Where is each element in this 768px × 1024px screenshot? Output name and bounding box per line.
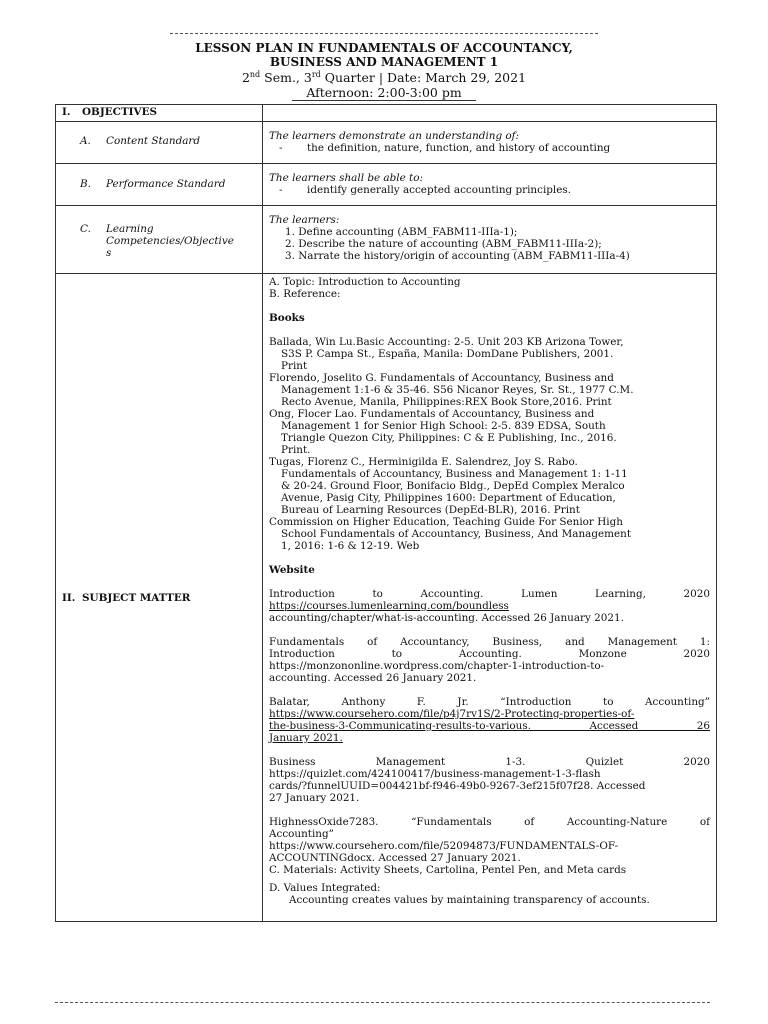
website-reference-line: the-business-3-Communicating-results-to-various. Accessed 26	[269, 720, 710, 732]
website-reference-line: Introduction to Accounting. Lumen Learning, 2020	[269, 588, 710, 600]
title-line-1: LESSON PLAN IN FUNDAMENTALS OF ACCOUNTANCY,	[195, 41, 573, 55]
content-standard-cell	[263, 122, 717, 164]
website-reference-line: https://www.coursehero.com/file/p4j7rv1S/2-Protecting-properties-of-	[269, 708, 635, 720]
book-reference-line: Recto Avenue, Manila, Philippines:REX Book Store,2016. Print	[281, 396, 612, 408]
website-reference-line: ACCOUNTINGdocx. Accessed 27 January 2021.	[269, 852, 521, 864]
performance-standard-intro: The learners shall be able to:	[269, 172, 423, 184]
book-reference-line: Management 1:1-6 & 35-46. S56 Nicanor Reyes, Sr. St., 1977 C.M.	[281, 384, 634, 396]
sem-text: Sem.,	[260, 70, 304, 85]
website-reference	[269, 696, 710, 744]
website-reference-line: January 2021.	[269, 732, 343, 744]
competency-item: 2. Describe the nature of accounting (ABM_FABM11-IIIa-2);	[285, 238, 602, 250]
objectives-heading-cell	[56, 105, 263, 122]
book-reference-line: Fundamentals of Accountancy, Business and Management 1: 1-11	[281, 468, 628, 480]
bullet-text: the definition, nature, function, and history of accounting	[307, 142, 611, 154]
label-line: Competencies/Objective	[106, 235, 234, 247]
book-reference-line: Avenue, Pasig City, Philippines 1600: Department of Education,	[281, 492, 616, 504]
bottom-divider	[55, 1002, 710, 1003]
book-reference	[269, 372, 710, 408]
document-header	[0, 41, 768, 101]
book-reference-line: Management 1 for Senior High School: 2-5. 839 EDSA, South	[281, 420, 606, 432]
books-list	[269, 336, 710, 552]
book-reference	[269, 336, 710, 372]
reference-line: B. Reference:	[269, 288, 341, 300]
materials-line: C. Materials: Activity Sheets, Cartolina, Pentel Pen, and Meta cards	[269, 864, 627, 876]
performance-standard-cell	[263, 164, 717, 206]
website-reference	[269, 636, 710, 684]
values-label: D. Values Integrated:	[269, 882, 381, 894]
book-reference-line: Triangle Quezon City, Philippines: C & E Publishing, Inc., 2016.	[281, 432, 617, 444]
book-reference	[269, 456, 710, 516]
competency-item: 3. Narrate the history/origin of accounting (ABM_FABM11-IIIa-4)	[285, 250, 630, 262]
website-reference-line: https://courses.lumenlearning.com/boundless	[269, 600, 509, 612]
semester-date-line	[0, 70, 768, 86]
competencies-label-cell	[56, 206, 263, 274]
label-line: s	[106, 247, 112, 259]
sem-number: 2	[241, 70, 250, 85]
book-reference-line: Florendo, Joselito G. Fundamentals of Accountancy, Business and	[269, 372, 614, 384]
subject-matter-heading-cell	[56, 274, 263, 922]
books-heading: Books	[269, 312, 305, 324]
item-letter: C.	[80, 223, 91, 235]
section-number: II.	[62, 591, 76, 604]
website-reference-line: Balatar, Anthony F. Jr. “Introduction to Accounting”	[269, 696, 710, 708]
bullet-text: identify generally accepted accounting principles.	[307, 184, 572, 196]
website-reference-line: Introduction to Accounting. Monzone 2020	[269, 648, 710, 660]
quarter-suffix: rd	[311, 69, 321, 79]
top-divider	[170, 33, 598, 34]
objectives-empty-cell	[263, 105, 717, 122]
website-reference-line: Accounting”	[269, 828, 334, 840]
book-reference-line: Print	[281, 360, 308, 372]
book-reference-line: Ballada, Win Lu.Basic Accounting: 2-5. Unit 203 KB Arizona Tower,	[269, 336, 624, 348]
content-standard-label: Content Standard	[106, 135, 201, 147]
performance-standard-label: Performance Standard	[106, 178, 226, 190]
quarter-date-text: Quarter | Date: March 29, 2021	[320, 70, 527, 85]
lesson-plan-table	[55, 104, 717, 922]
competencies-cell	[263, 206, 717, 274]
item-letter: B.	[80, 178, 91, 190]
title-line-2: BUSINESS AND MANAGEMENT 1	[269, 55, 499, 69]
website-heading: Website	[269, 564, 315, 576]
website-reference	[269, 756, 710, 804]
website-reference-line: Business Management 1-3. Quizlet 2020	[269, 756, 710, 768]
book-reference	[269, 408, 710, 456]
section-title: SUBJECT MATTER	[82, 591, 191, 604]
website-reference-line: cards/?funnelUUID=004421bf-f946-49b0-9267-3ef215f07f28. Accessed	[269, 780, 646, 792]
website-reference-line: 27 January 2021.	[269, 792, 360, 804]
time-line: Afternoon: 2:00-3:00 pm	[292, 86, 475, 101]
section-title: OBJECTIVES	[82, 106, 158, 118]
competencies-label	[106, 223, 256, 259]
quarter-number: 3	[303, 70, 312, 85]
website-reference-line: Fundamentals of Accountancy, Business, and Management 1:	[269, 636, 710, 648]
book-reference-line: Bureau of Learning Resources (DepEd-BLR), 2016. Print	[281, 504, 580, 516]
website-reference-line: HighnessOxide7283. “Fundamentals of Accounting-Nature of	[269, 816, 710, 828]
section-number: I.	[62, 106, 71, 118]
websites-list	[269, 588, 710, 864]
website-reference	[269, 816, 710, 864]
content-standard-intro: The learners demonstrate an understanding of:	[269, 130, 520, 142]
subject-matter-content	[263, 274, 716, 906]
book-reference-line: Print.	[281, 444, 311, 456]
book-reference-line: & 20-24. Ground Floor, Bonifacio Bldg., DepEd Complex Meralco	[281, 480, 625, 492]
book-reference-line: Ong, Flocer Lao. Fundamentals of Accountancy, Business and	[269, 408, 595, 420]
website-reference-line: accounting/chapter/what-is-accounting. Accessed 26 January 2021.	[269, 612, 624, 624]
sem-suffix: nd	[249, 69, 261, 79]
website-reference-line: accounting. Accessed 26 January 2021.	[269, 672, 477, 684]
book-reference-line: Commission on Higher Education, Teaching Guide For Senior High	[269, 516, 623, 528]
competency-item: 1. Define accounting (ABM_FABM11-IIIa-1);	[285, 226, 518, 238]
website-reference-line: https://quizlet.com/424100417/business-management-1-3-flash	[269, 768, 601, 780]
item-letter: A.	[80, 135, 91, 147]
website-reference-line: https://www.coursehero.com/file/52094873/FUNDAMENTALS-OF-	[269, 840, 619, 852]
content-standard-label-cell	[56, 122, 263, 164]
book-reference-line: 1, 2016: 1-6 & 12-19. Web	[281, 540, 420, 552]
book-reference-line: Tugas, Florenz C., Herminigilda E. Salendrez, Joy S. Rabo.	[269, 456, 578, 468]
content-standard-bullet: - the definition, nature, function, and history of accounting	[279, 142, 611, 154]
performance-standard-bullet: - identify generally accepted accounting principles.	[279, 184, 572, 196]
book-reference-line: School Fundamentals of Accountancy, Business, And Management	[281, 528, 632, 540]
website-reference	[269, 588, 710, 624]
label-line: Learning	[106, 223, 154, 235]
website-reference-line: https://monzononline.wordpress.com/chapter-1-introduction-to-	[269, 660, 605, 672]
book-reference-line: S3S P. Campa St., España, Manila: DomDane Publishers, 2001.	[281, 348, 614, 360]
subject-matter-cell	[263, 274, 717, 922]
book-reference	[269, 516, 710, 552]
values-text: Accounting creates values by maintaining transparency of accounts.	[289, 894, 650, 906]
competencies-intro: The learners:	[269, 214, 340, 226]
topic-line: A. Topic: Introduction to Accounting	[269, 276, 461, 288]
performance-standard-label-cell	[56, 164, 263, 206]
